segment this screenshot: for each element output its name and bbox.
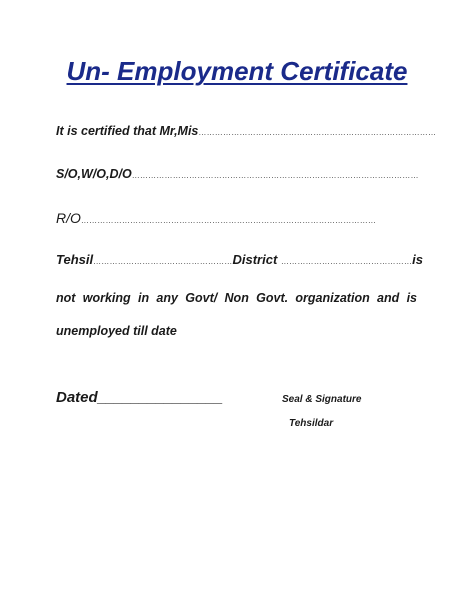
dated-blank: _______________ <box>97 389 223 406</box>
seal-signature-label: Seal & Signature <box>282 394 362 405</box>
residence-blank: ……………………………………………………………………………………………… <box>80 216 377 225</box>
tehsil-line-suffix: is <box>412 252 423 267</box>
certified-line <box>56 124 436 138</box>
unemployed-line: unemployed till date <box>56 324 177 338</box>
tehsil-blank: …………………………………………… <box>93 257 233 266</box>
certificate-title: Un- Employment Certificate <box>66 56 408 86</box>
statement-line: not working in any Govt/ Non Govt. organization and is <box>56 291 417 305</box>
relation-line <box>56 167 419 181</box>
dated-label: Dated <box>56 389 98 406</box>
relation-label: S/O,W/O,D/O <box>56 167 132 181</box>
name-blank: …………………………………………………………………………… <box>198 128 437 137</box>
relation-blank: …………………………………………………………………………………………… <box>131 171 419 180</box>
certified-label: It is certified that Mr,Mis <box>56 124 199 138</box>
dated-field <box>56 389 223 406</box>
residence-label: R/O <box>56 210 81 226</box>
officer-title: Tehsildar <box>289 418 334 429</box>
tehsil-line <box>56 252 423 267</box>
district-label: District <box>232 252 278 267</box>
district-blank: ………………………………………… <box>280 257 413 266</box>
residence-line <box>56 210 376 226</box>
tehsil-label: Tehsil <box>56 252 94 267</box>
